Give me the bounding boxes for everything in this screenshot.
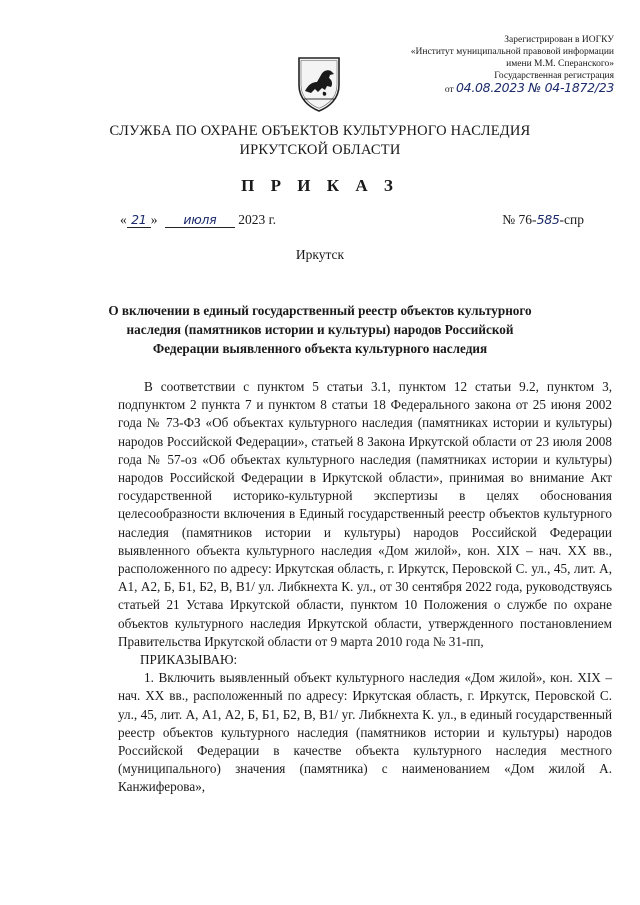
document-number [502,212,584,228]
document-type-title: П Р И К А З [241,176,399,195]
coat-of-arms-icon [296,55,342,113]
preamble-paragraph: В соответствии с пунктом 5 статьи 3.1, пунктом 12 статьи 9.2, пунктом 3, подпунктом 2 пункта 7 и пунктом 8 статьи 18 Федерального закона от 25 июня 2002 года № 73-ФЗ «Об объектах культурного наследия (памятниках истории и культуры) народов Российской Федерации», статьей 8 Закона Иркутской области от 23 июля 2008 года № 57-оз «Об объектах культурного наследия (памятниках истории и культуры) народов Российской Федерации в Иркутской области», принимая во внимание Акт государственной историко-культурной экспертизы в целях обоснования целесообразности включения в Единый государственный реестр объектов культурного наследия (памятников истории и культуры) народов Российской Федерации выявленного объекта культурного наследия «Дом жилой», кон. XIX – нач. XX вв., расположенного по адресу: Иркутская область, г. Иркутск, Перовской С. ул., 45, лит. А, А1, А2, Б, Б1, Б2, В, В1/ ул. Либкнехта К. ул., от 30 сентября 2022 года, руководствуясь статьей 21 Устава Иркутской области, пунктом 10 Положения о службе по охране объектов культурного наследия Иркутской области, утвержденного постановлением Правительства Иркутской области от 9 марта 2010 года № 31-пп, [118,379,612,649]
organization-name [0,122,640,160]
date-close-quote: » [150,212,158,227]
date-open-quote: « [120,212,127,227]
registration-date-number: 04.08.2023 № 04-1872/23 [456,80,614,95]
registration-line: Государственная регистрация [494,71,614,81]
registration-line: «Институт муниципальной правовой информации [410,47,614,57]
registration-stamp [364,34,614,96]
date-day: 21 [127,212,151,228]
number-suffix: -спр [559,212,584,227]
order-body [118,378,612,797]
organization-line: ИРКУТСКОЙ ОБЛАСТИ [239,142,401,158]
date-year: 2023 г. [238,212,277,227]
order-subject: О включении в единый государственный реестр объектов культурного наследия (памятников истории и культуры) народов Российской Федерации выявленного объекта культурного наследия [108,303,532,356]
date-month: июля [165,212,235,228]
number-handwritten: 585 [536,212,560,227]
registration-date-line [364,82,614,96]
order-item-1: 1. Включить выявленный объект культурного наследия «Дом жилой», кон. XIX – нач. XX вв., расположенный по адресу: Иркутская область, г. Иркутск, Перовской С. ул., 45, лит. А, А1, А2, Б, Б1, Б2, В, В1/ уг. Либкнехта К. ул., в единый государственный реестр объектов культурного наследия (памятников истории и культуры) народов Российской Федерации в качестве объекта культурного наследия местного (муниципального) значения (памятника) с наименованием «Дом жилой А. Канжиферова», [118,670,612,795]
organization-line: СЛУЖБА ПО ОХРАНЕ ОБЪЕКТОВ КУЛЬТУРНОГО НАСЛЕДИЯ [109,123,531,139]
decree-word: ПРИКАЗЫВАЮ: [140,652,238,668]
city: Иркутск [295,247,345,262]
number-prefix: № 76- [502,212,537,227]
registration-line: имени М.М. Сперанского» [506,59,614,69]
document-date [120,212,276,228]
registration-line: Зарегистрирован в ИОГКУ [504,35,614,45]
registration-date-prefix: от [444,85,454,95]
